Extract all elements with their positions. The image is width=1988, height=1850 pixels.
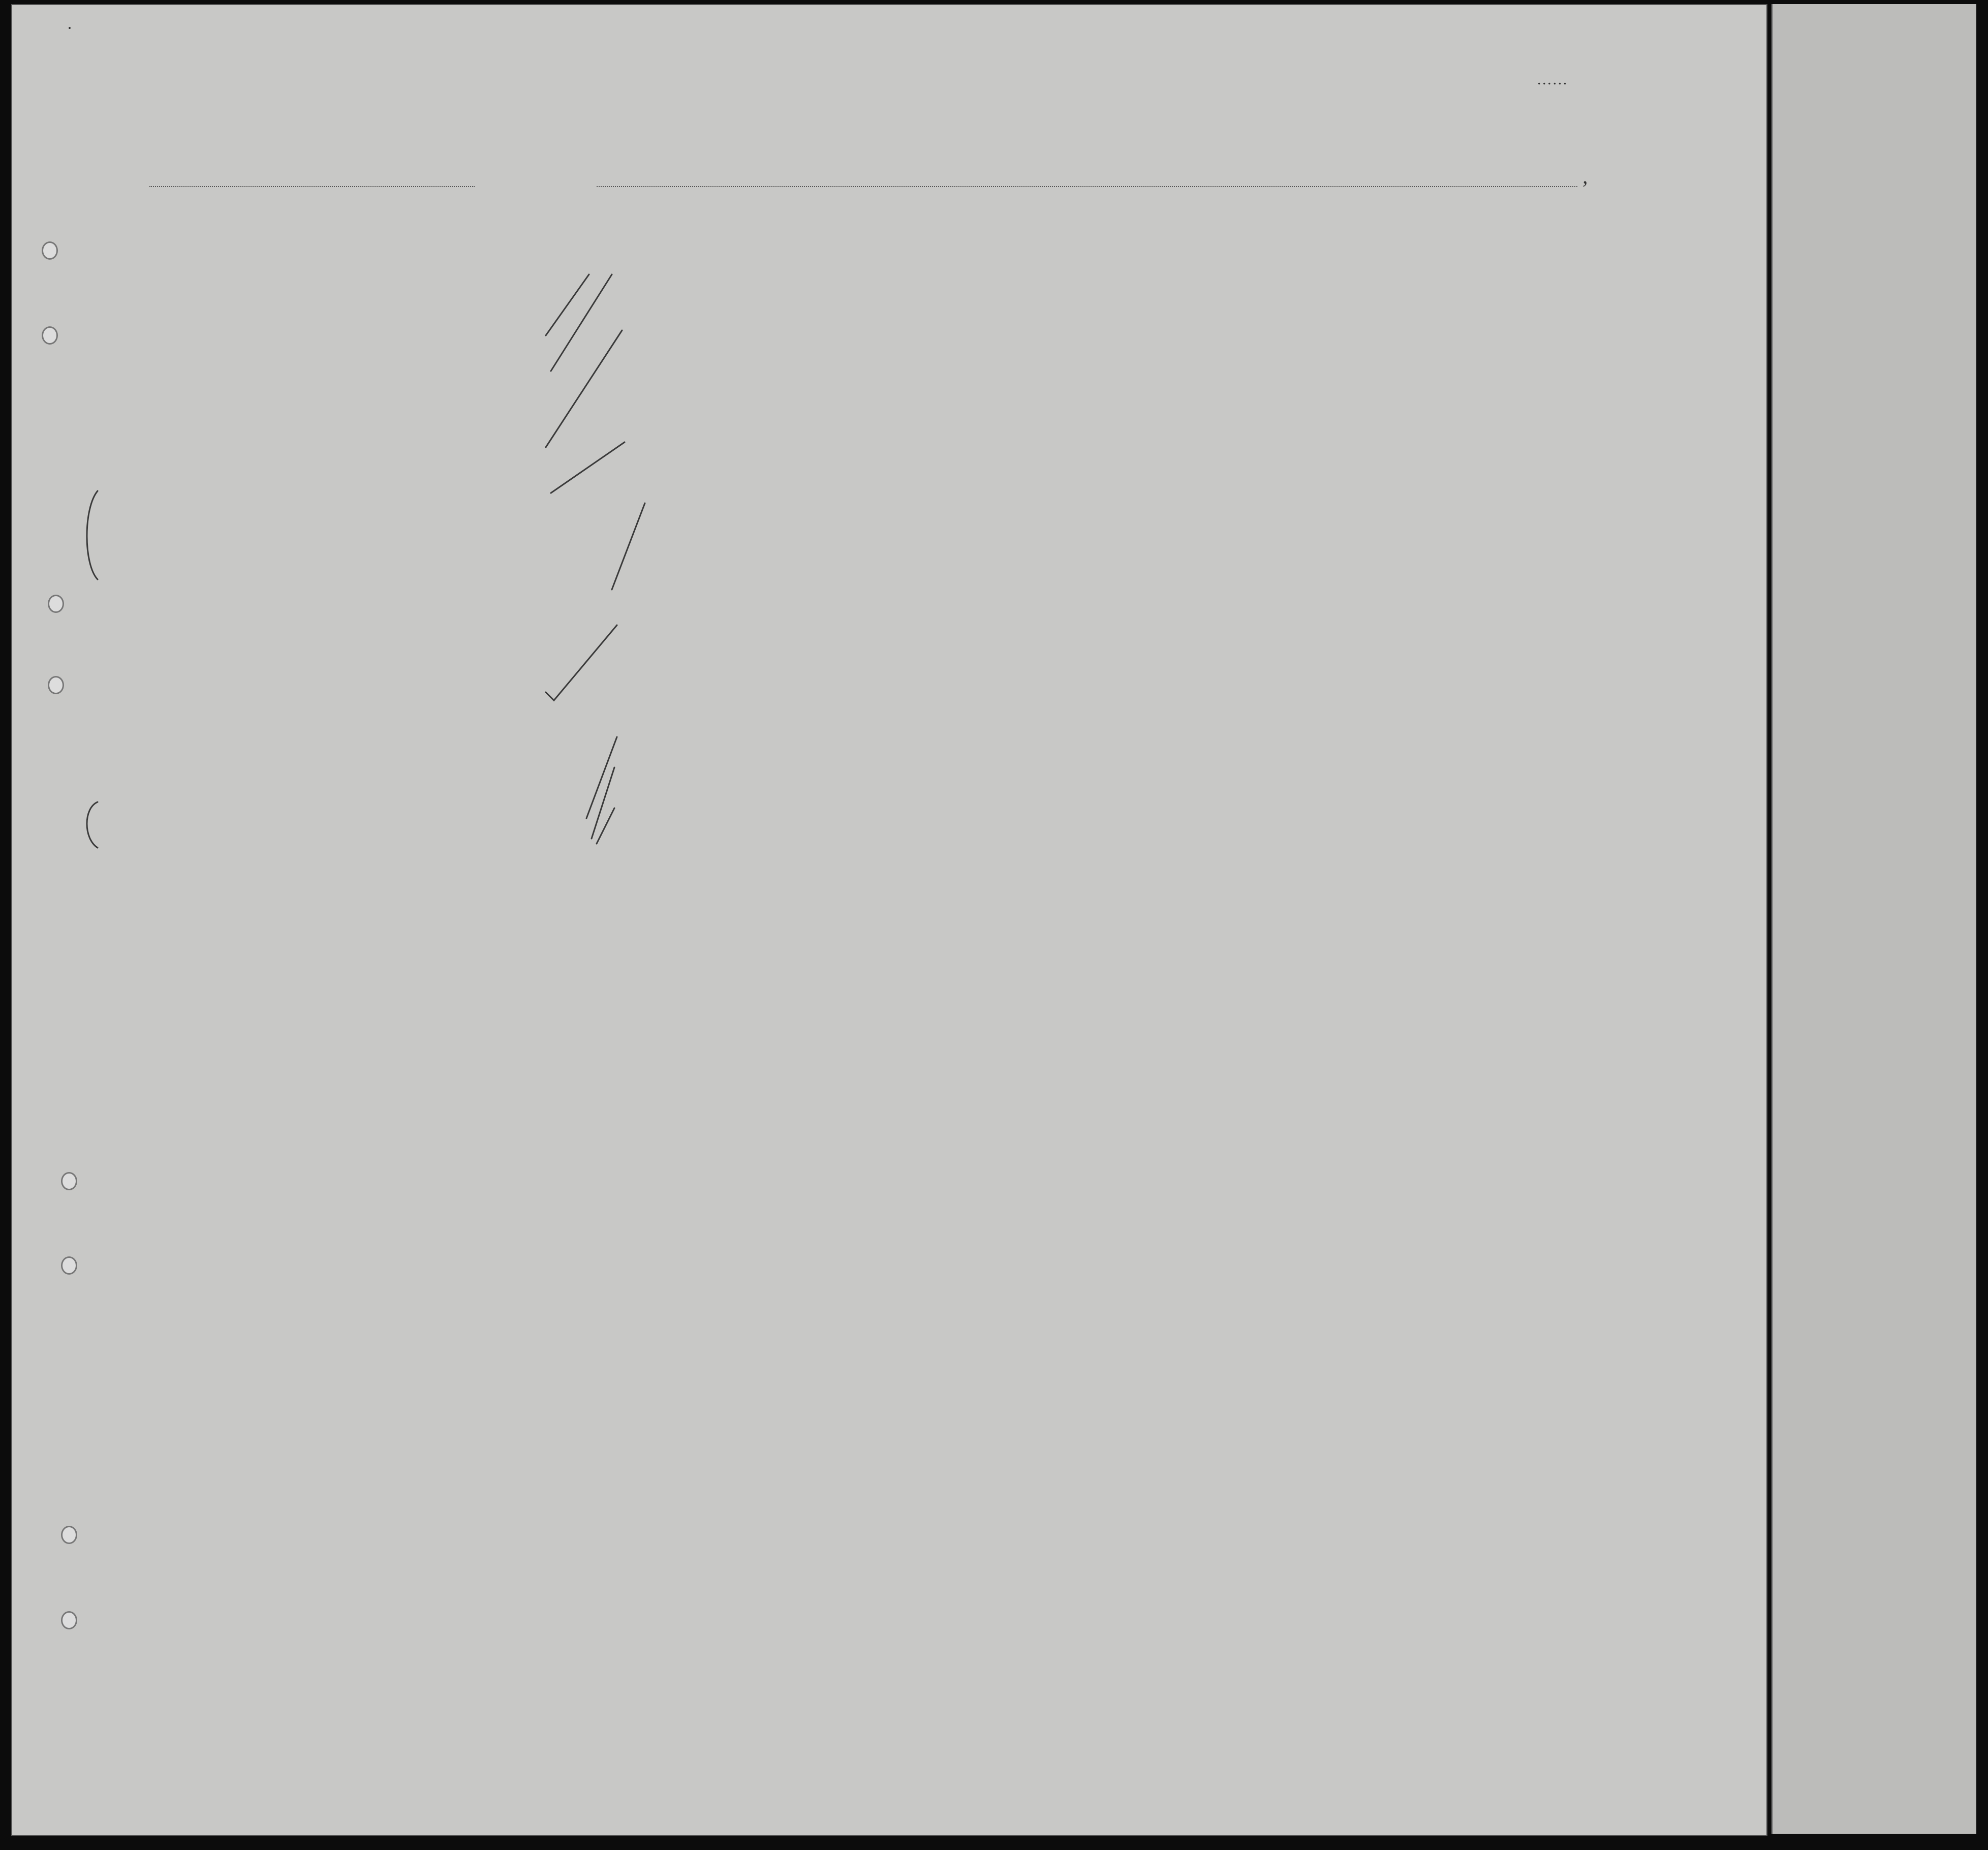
- checkmark-strokes: [12, 5, 1766, 1835]
- check-stroke: [546, 274, 589, 335]
- check-stroke: [551, 442, 625, 493]
- number-label: ……: [1538, 71, 1569, 88]
- punch-hole: [61, 1611, 77, 1629]
- check-stroke: [612, 503, 645, 590]
- punch-hole: [48, 595, 64, 613]
- punch-hole: [61, 1172, 77, 1190]
- punch-hole: [48, 676, 64, 694]
- arrival-year: ,: [1582, 165, 1588, 189]
- bracket-stroke: [87, 491, 98, 579]
- check-stroke: [546, 625, 617, 700]
- check-stroke: [551, 274, 612, 371]
- check-stroke: [546, 330, 622, 447]
- bracket-stroke: [87, 802, 98, 848]
- check-stroke: [592, 767, 614, 839]
- manifest-page: [11, 4, 1767, 1836]
- punch-hole: [61, 1256, 77, 1275]
- punch-hole: [61, 1526, 77, 1544]
- department: •: [68, 23, 71, 33]
- punch-hole: [42, 241, 58, 260]
- adjacent-page-edge: [1772, 4, 1976, 1834]
- punch-hole: [42, 326, 58, 345]
